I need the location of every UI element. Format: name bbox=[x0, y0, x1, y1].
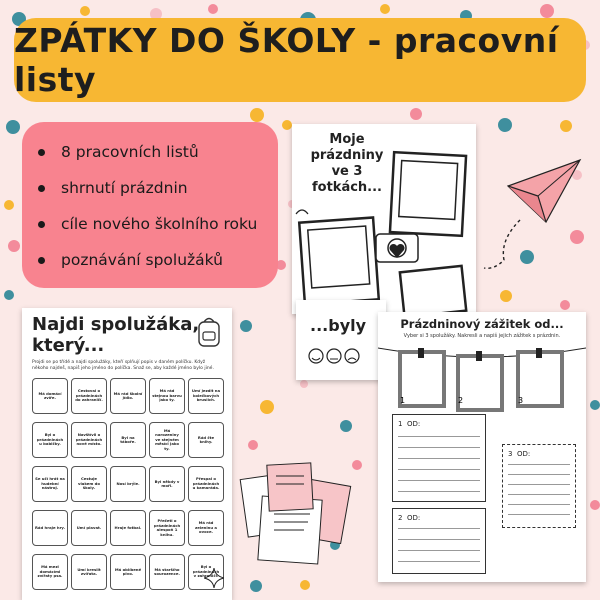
grid-cell: Umí jezdit na kolečkových bruslích. bbox=[188, 378, 224, 414]
writing-line bbox=[398, 491, 480, 492]
decor-dot bbox=[240, 320, 252, 332]
writing-line bbox=[508, 494, 570, 495]
grid-cell: Cestoval o prázdninách do zahraničí. bbox=[71, 378, 107, 414]
grid-cell: Navštívil o prázdninách nové místo. bbox=[71, 422, 107, 458]
decor-dot bbox=[8, 240, 20, 252]
writing-line bbox=[508, 484, 570, 485]
grid-cell: Má narozeniny ve stejném měsíci jako ty. bbox=[149, 422, 185, 458]
writing-line bbox=[398, 480, 480, 481]
decor-dot bbox=[260, 400, 274, 414]
writing-line bbox=[398, 561, 480, 562]
story-box: 3 OD: bbox=[502, 444, 576, 528]
decor-dot bbox=[250, 580, 262, 592]
title-banner bbox=[14, 18, 586, 102]
worksheet-experience bbox=[378, 312, 586, 582]
grid-cell: Umí kreslit zvířata. bbox=[71, 554, 107, 590]
grid-cell: Rád hraje hry. bbox=[32, 510, 68, 546]
decor-dot bbox=[340, 420, 352, 432]
grid-cell: Má rád školní jídlo. bbox=[110, 378, 146, 414]
worksheet-photos bbox=[292, 124, 476, 314]
grid-cell: Cestuje vlakem do školy. bbox=[71, 466, 107, 502]
sparkle-icon bbox=[204, 568, 224, 588]
grid-cell: Umí plavat. bbox=[71, 510, 107, 546]
bullet-icon bbox=[38, 185, 45, 192]
photo-number: 2 bbox=[458, 396, 464, 405]
writing-line bbox=[508, 474, 570, 475]
grid-cell: Byl o prázdninách v zahraničí. bbox=[188, 554, 224, 590]
grid-cell: Má staršího sourozence. bbox=[149, 554, 185, 590]
writing-line bbox=[508, 514, 570, 515]
grid-cell: Má mezi domácími zvířaty psa. bbox=[32, 554, 68, 590]
decor-dot bbox=[410, 108, 422, 120]
photo-number: 1 bbox=[400, 396, 406, 405]
smiley-faces-icon bbox=[296, 300, 386, 380]
worksheet-title: Najdi spolužáka, který... bbox=[32, 314, 200, 356]
worksheet-title: ...byly bbox=[310, 316, 367, 335]
worksheet-instructions: Vyber si 3 spolužáky. Nakresli a napiš jejich zážitek s prázdnin. bbox=[403, 333, 561, 339]
grid-cell: Byl na táboře. bbox=[110, 422, 146, 458]
grid-cell: Má oblíbené pivo. bbox=[110, 554, 146, 590]
photo-frames-illustration bbox=[292, 124, 476, 314]
photo-number: 3 bbox=[518, 396, 524, 405]
decor-dot bbox=[498, 118, 512, 132]
grid-cell: Má rád stejnou barvu jako ty. bbox=[149, 378, 185, 414]
decor-dot bbox=[4, 290, 14, 300]
writing-line bbox=[398, 447, 480, 448]
decor-dot bbox=[380, 4, 390, 14]
decor-dot bbox=[300, 380, 308, 388]
grid-cell: Rád čte knihy. bbox=[188, 422, 224, 458]
decor-dot bbox=[560, 300, 570, 310]
feature-item: 8 pracovních listů bbox=[38, 134, 264, 170]
bullet-icon bbox=[38, 257, 45, 264]
decor-dot bbox=[590, 500, 600, 510]
feature-item: cíle nového školního roku bbox=[38, 206, 264, 242]
grid-cell: Byl někdy v moři. bbox=[149, 466, 185, 502]
decor-dot bbox=[540, 4, 554, 18]
worksheet-title: Moje prázdniny ve 3 fotkách... bbox=[310, 132, 384, 195]
story-box: 2 OD: bbox=[392, 508, 486, 574]
writing-line bbox=[398, 550, 480, 551]
decor-dot bbox=[590, 400, 600, 410]
paper-stack-icon bbox=[238, 462, 358, 572]
decor-dot bbox=[250, 108, 264, 122]
worksheet-instructions: Projdi se po třídě a najdi spolužáky, kteří splňují popis v daném políčku. Když někoho najdeš, napiš jeho jméno do políčka. Snaž se, aby každé jméno bylo jiné. bbox=[32, 360, 214, 371]
writing-line bbox=[508, 504, 570, 505]
decor-dot bbox=[80, 6, 90, 16]
feature-item: poznávání spolužáků bbox=[38, 242, 264, 278]
grid-cell: Nosí brýle. bbox=[110, 466, 146, 502]
bullet-icon bbox=[38, 149, 45, 156]
writing-line bbox=[398, 458, 480, 459]
worksheet-find-classmate bbox=[22, 308, 232, 600]
writing-line bbox=[398, 528, 480, 529]
writing-line bbox=[398, 469, 480, 470]
backpack-icon bbox=[194, 314, 224, 350]
feature-list-box bbox=[22, 122, 278, 288]
feature-item: shrnutí prázdnin bbox=[38, 170, 264, 206]
grid-cell: Hraje fotbal. bbox=[110, 510, 146, 546]
decor-dot bbox=[300, 580, 310, 590]
decor-dot bbox=[208, 4, 218, 14]
worksheet-mood bbox=[296, 300, 386, 380]
bullet-icon bbox=[38, 221, 45, 228]
writing-line bbox=[508, 464, 570, 465]
grid-cell: Má rád zeleninu a ovoce. bbox=[188, 510, 224, 546]
writing-line bbox=[398, 539, 480, 540]
grid-cell: Byl o prázdninách u babičky. bbox=[32, 422, 68, 458]
grid-cell: Přespal o prázdninách u kamaráda. bbox=[188, 466, 224, 502]
decor-dot bbox=[248, 440, 258, 450]
decor-dot bbox=[4, 200, 14, 210]
worksheet-title: Prázdninový zážitek od... bbox=[400, 317, 564, 331]
decor-dot bbox=[6, 120, 20, 134]
paper-plane-icon bbox=[480, 150, 590, 280]
grid-cell: Se učí hrát na hudební nástroj. bbox=[32, 466, 68, 502]
story-box: 1 OD: bbox=[392, 414, 486, 502]
grid-cell: Přečetl o prázdninách alespoň 1 knihu. bbox=[149, 510, 185, 546]
decor-dot bbox=[500, 290, 512, 302]
decor-dot bbox=[282, 120, 292, 130]
writing-line bbox=[398, 436, 480, 437]
grid-cell: Má domácí zvíře. bbox=[32, 378, 68, 414]
decor-dot bbox=[560, 120, 572, 132]
page-title: ZPÁTKY DO ŠKOLY - pracovní listy bbox=[14, 21, 559, 99]
